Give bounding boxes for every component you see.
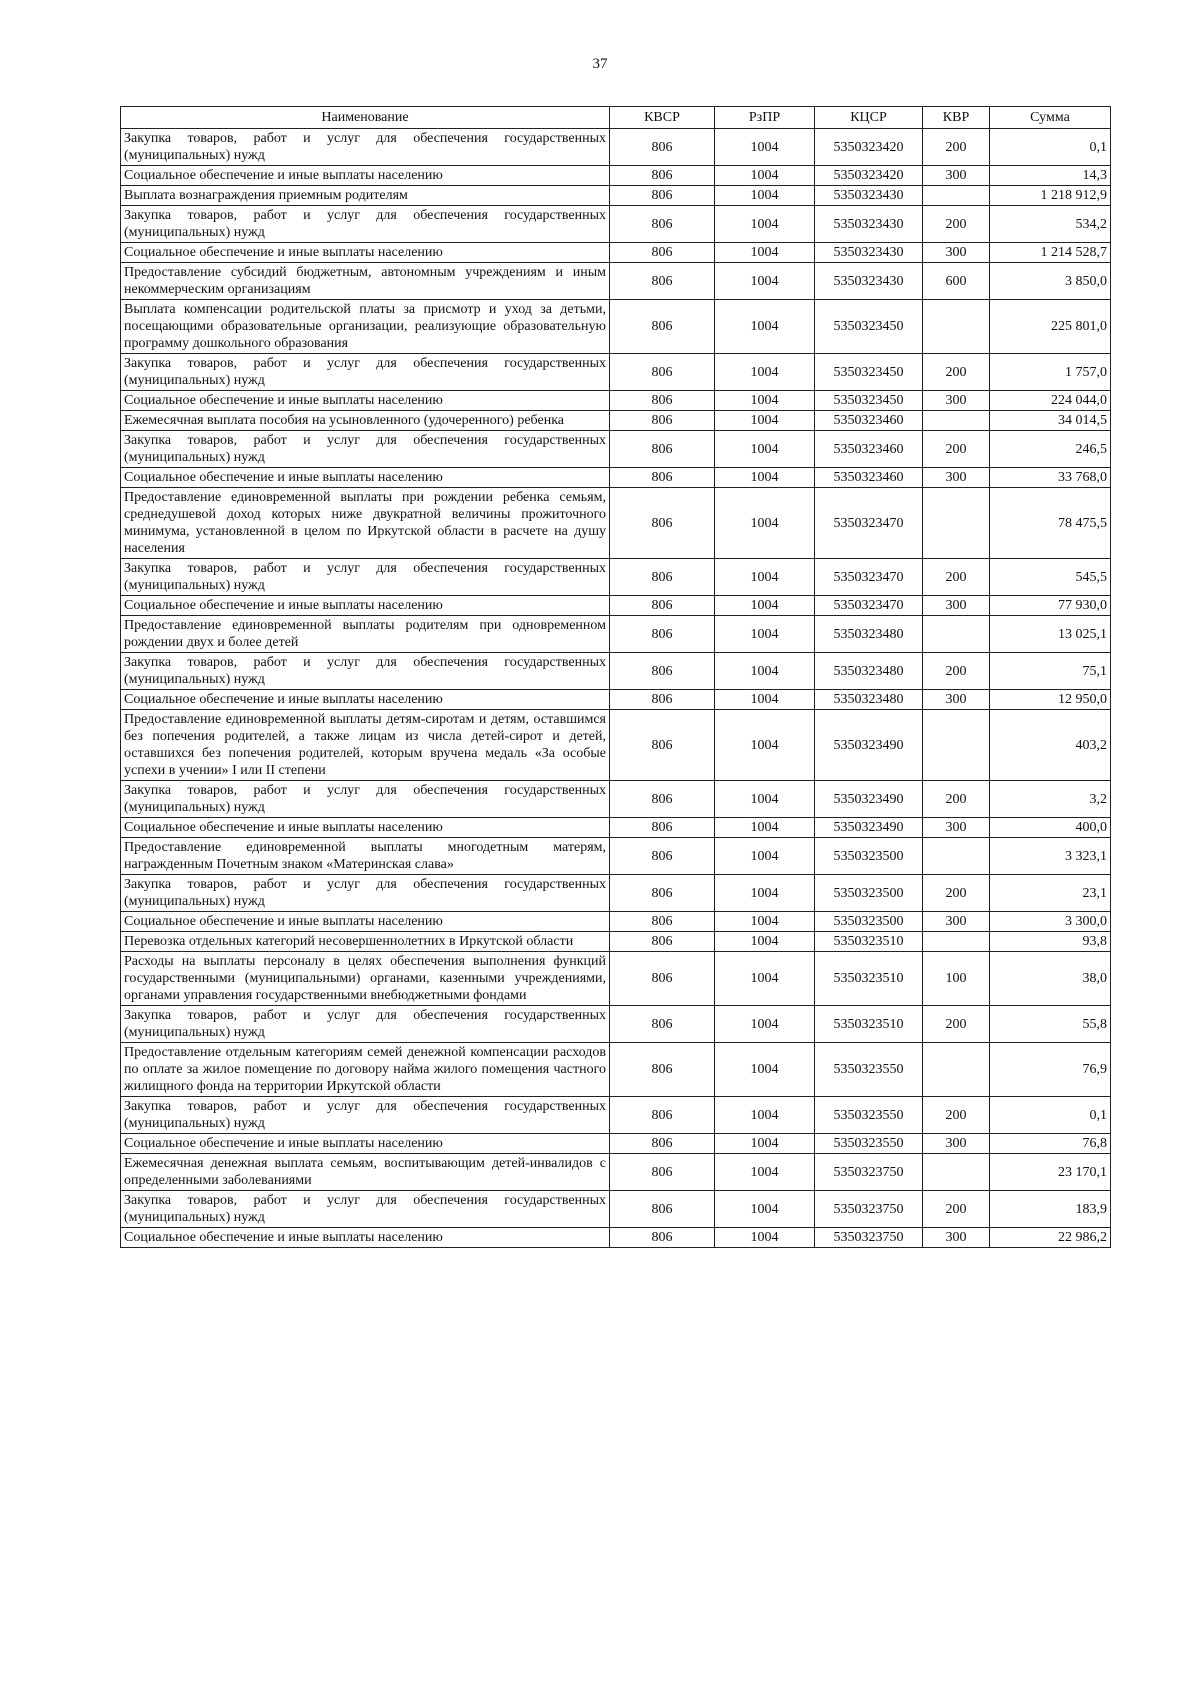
cell-name: Закупка товаров, работ и услуг для обеспечения государственных (муниципальных) нужд <box>121 1006 610 1043</box>
cell-name: Социальное обеспечение и иные выплаты населению <box>121 818 610 838</box>
cell-rzpr: 1004 <box>715 243 815 263</box>
cell-kvr: 200 <box>923 875 990 912</box>
cell-name: Закупка товаров, работ и услуг для обеспечения государственных (муниципальных) нужд <box>121 1097 610 1134</box>
table-row <box>121 653 1111 690</box>
cell-kvsr: 806 <box>610 818 715 838</box>
cell-sum: 246,5 <box>990 431 1111 468</box>
cell-name: Предоставление единовременной выплаты детям-сиротам и детям, оставшимся без попечения родителей, а также лицам из числа детей-сирот и детей, оставшихся без попечения родителей, которым вручена медаль «За особые успехи в учении» I или II степени <box>121 710 610 781</box>
cell-name: Социальное обеспечение и иные выплаты населению <box>121 690 610 710</box>
cell-kvr: 600 <box>923 263 990 300</box>
cell-kvsr: 806 <box>610 186 715 206</box>
cell-sum: 224 044,0 <box>990 391 1111 411</box>
cell-name: Выплата вознаграждения приемным родителям <box>121 186 610 206</box>
cell-kvsr: 806 <box>610 912 715 932</box>
cell-rzpr: 1004 <box>715 559 815 596</box>
table-header-row <box>121 107 1111 129</box>
cell-name: Закупка товаров, работ и услуг для обеспечения государственных (муниципальных) нужд <box>121 559 610 596</box>
cell-rzpr: 1004 <box>715 1043 815 1097</box>
cell-kvr: 300 <box>923 166 990 186</box>
cell-name: Социальное обеспечение и иные выплаты населению <box>121 1228 610 1248</box>
cell-kcsr: 5350323510 <box>815 952 923 1006</box>
cell-sum: 55,8 <box>990 1006 1111 1043</box>
cell-sum: 77 930,0 <box>990 596 1111 616</box>
cell-kvr: 200 <box>923 1006 990 1043</box>
table-row <box>121 912 1111 932</box>
cell-sum: 76,8 <box>990 1134 1111 1154</box>
cell-kvr: 300 <box>923 1228 990 1248</box>
cell-name: Предоставление субсидий бюджетным, автономным учреждениям и иным некоммерческим организациям <box>121 263 610 300</box>
cell-kvr: 200 <box>923 559 990 596</box>
cell-rzpr: 1004 <box>715 952 815 1006</box>
cell-kcsr: 5350323420 <box>815 166 923 186</box>
cell-rzpr: 1004 <box>715 411 815 431</box>
cell-rzpr: 1004 <box>715 1134 815 1154</box>
cell-sum: 23 170,1 <box>990 1154 1111 1191</box>
cell-kcsr: 5350323550 <box>815 1134 923 1154</box>
cell-kvsr: 806 <box>610 932 715 952</box>
cell-kvr: 200 <box>923 781 990 818</box>
cell-kcsr: 5350323750 <box>815 1228 923 1248</box>
cell-kvr: 200 <box>923 206 990 243</box>
cell-sum: 75,1 <box>990 653 1111 690</box>
cell-name: Социальное обеспечение и иные выплаты населению <box>121 1134 610 1154</box>
cell-kvr: 300 <box>923 1134 990 1154</box>
cell-rzpr: 1004 <box>715 912 815 932</box>
cell-kvr: 100 <box>923 952 990 1006</box>
cell-kvsr: 806 <box>610 616 715 653</box>
cell-rzpr: 1004 <box>715 1097 815 1134</box>
cell-rzpr: 1004 <box>715 838 815 875</box>
cell-kcsr: 5350323750 <box>815 1154 923 1191</box>
cell-kcsr: 5350323470 <box>815 596 923 616</box>
table-row <box>121 710 1111 781</box>
table-row <box>121 431 1111 468</box>
header-kvr: КВР <box>923 107 990 129</box>
cell-rzpr: 1004 <box>715 1154 815 1191</box>
header-kcsr: КЦСР <box>815 107 923 129</box>
cell-kcsr: 5350323490 <box>815 818 923 838</box>
cell-rzpr: 1004 <box>715 596 815 616</box>
cell-kcsr: 5350323490 <box>815 710 923 781</box>
cell-kcsr: 5350323480 <box>815 690 923 710</box>
cell-kvsr: 806 <box>610 1043 715 1097</box>
cell-rzpr: 1004 <box>715 875 815 912</box>
cell-sum: 1 218 912,9 <box>990 186 1111 206</box>
cell-kvsr: 806 <box>610 1006 715 1043</box>
cell-kcsr: 5350323750 <box>815 1191 923 1228</box>
cell-kcsr: 5350323460 <box>815 411 923 431</box>
cell-name: Закупка товаров, работ и услуг для обеспечения государственных (муниципальных) нужд <box>121 875 610 912</box>
cell-rzpr: 1004 <box>715 690 815 710</box>
cell-kcsr: 5350323500 <box>815 875 923 912</box>
cell-kvsr: 806 <box>610 781 715 818</box>
cell-sum: 23,1 <box>990 875 1111 912</box>
table-row <box>121 596 1111 616</box>
cell-sum: 33 768,0 <box>990 468 1111 488</box>
table-row <box>121 166 1111 186</box>
cell-sum: 78 475,5 <box>990 488 1111 559</box>
cell-rzpr: 1004 <box>715 616 815 653</box>
cell-rzpr: 1004 <box>715 932 815 952</box>
cell-name: Социальное обеспечение и иные выплаты населению <box>121 912 610 932</box>
header-sum: Сумма <box>990 107 1111 129</box>
table-row <box>121 391 1111 411</box>
cell-name: Социальное обеспечение и иные выплаты населению <box>121 243 610 263</box>
cell-kvr <box>923 411 990 431</box>
cell-sum: 403,2 <box>990 710 1111 781</box>
cell-kcsr: 5350323510 <box>815 932 923 952</box>
cell-kvr: 300 <box>923 690 990 710</box>
cell-kvr: 200 <box>923 431 990 468</box>
cell-kvsr: 806 <box>610 468 715 488</box>
table-row <box>121 243 1111 263</box>
table-row <box>121 1043 1111 1097</box>
cell-name: Ежемесячная денежная выплата семьям, воспитывающим детей-инвалидов с определенными заболеваниями <box>121 1154 610 1191</box>
cell-rzpr: 1004 <box>715 354 815 391</box>
cell-kvr: 300 <box>923 596 990 616</box>
cell-kvsr: 806 <box>610 690 715 710</box>
cell-sum: 93,8 <box>990 932 1111 952</box>
cell-kvsr: 806 <box>610 875 715 912</box>
cell-kcsr: 5350323430 <box>815 206 923 243</box>
cell-kvr: 300 <box>923 912 990 932</box>
cell-name: Расходы на выплаты персоналу в целях обеспечения выполнения функций государственными (муниципальными) органами, казенными учреждениями, органами управления государственными внебюджетными фондами <box>121 952 610 1006</box>
table-row <box>121 875 1111 912</box>
page-number: 37 <box>592 56 608 72</box>
cell-kvr <box>923 1043 990 1097</box>
cell-sum: 22 986,2 <box>990 1228 1111 1248</box>
table-row <box>121 1191 1111 1228</box>
cell-kcsr: 5350323450 <box>815 391 923 411</box>
cell-kcsr: 5350323420 <box>815 129 923 166</box>
cell-kcsr: 5350323460 <box>815 431 923 468</box>
table-row <box>121 690 1111 710</box>
cell-rzpr: 1004 <box>715 653 815 690</box>
cell-rzpr: 1004 <box>715 129 815 166</box>
cell-sum: 13 025,1 <box>990 616 1111 653</box>
cell-kvsr: 806 <box>610 1154 715 1191</box>
cell-name: Закупка товаров, работ и услуг для обеспечения государственных (муниципальных) нужд <box>121 653 610 690</box>
cell-kcsr: 5350323480 <box>815 616 923 653</box>
cell-rzpr: 1004 <box>715 186 815 206</box>
table-row <box>121 411 1111 431</box>
cell-rzpr: 1004 <box>715 206 815 243</box>
cell-name: Закупка товаров, работ и услуг для обеспечения государственных (муниципальных) нужд <box>121 1191 610 1228</box>
table-row <box>121 932 1111 952</box>
table-row <box>121 616 1111 653</box>
table-row <box>121 781 1111 818</box>
cell-name: Закупка товаров, работ и услуг для обеспечения государственных (муниципальных) нужд <box>121 129 610 166</box>
cell-kvsr: 806 <box>610 263 715 300</box>
table-row <box>121 1154 1111 1191</box>
cell-name: Ежемесячная выплата пособия на усыновленного (удочеренного) ребенка <box>121 411 610 431</box>
cell-kvr: 300 <box>923 391 990 411</box>
cell-kcsr: 5350323450 <box>815 300 923 354</box>
cell-sum: 545,5 <box>990 559 1111 596</box>
cell-kvsr: 806 <box>610 488 715 559</box>
cell-kcsr: 5350323550 <box>815 1043 923 1097</box>
cell-kvsr: 806 <box>610 1191 715 1228</box>
cell-kvr <box>923 932 990 952</box>
cell-rzpr: 1004 <box>715 263 815 300</box>
cell-kcsr: 5350323460 <box>815 468 923 488</box>
table-row <box>121 1134 1111 1154</box>
table-row <box>121 186 1111 206</box>
cell-sum: 1 214 528,7 <box>990 243 1111 263</box>
cell-sum: 14,3 <box>990 166 1111 186</box>
header-name: Наименование <box>121 107 610 129</box>
table-body <box>121 129 1111 1248</box>
cell-kvr <box>923 838 990 875</box>
cell-sum: 1 757,0 <box>990 354 1111 391</box>
cell-kcsr: 5350323480 <box>815 653 923 690</box>
cell-rzpr: 1004 <box>715 431 815 468</box>
cell-kvsr: 806 <box>610 1228 715 1248</box>
cell-kvsr: 806 <box>610 710 715 781</box>
cell-name: Социальное обеспечение и иные выплаты населению <box>121 166 610 186</box>
cell-kcsr: 5350323470 <box>815 488 923 559</box>
cell-kvr: 200 <box>923 1097 990 1134</box>
header-rzpr: РзПР <box>715 107 815 129</box>
cell-rzpr: 1004 <box>715 1006 815 1043</box>
cell-kvsr: 806 <box>610 166 715 186</box>
cell-kvr: 200 <box>923 1191 990 1228</box>
cell-kvr <box>923 488 990 559</box>
cell-name: Социальное обеспечение и иные выплаты населению <box>121 391 610 411</box>
cell-rzpr: 1004 <box>715 300 815 354</box>
header-kvsr: КВСР <box>610 107 715 129</box>
table-row <box>121 263 1111 300</box>
cell-rzpr: 1004 <box>715 391 815 411</box>
cell-kvsr: 806 <box>610 559 715 596</box>
cell-kvr <box>923 1154 990 1191</box>
cell-sum: 183,9 <box>990 1191 1111 1228</box>
cell-kcsr: 5350323490 <box>815 781 923 818</box>
cell-sum: 3 850,0 <box>990 263 1111 300</box>
cell-rzpr: 1004 <box>715 468 815 488</box>
cell-name: Предоставление отдельным категориям семей денежной компенсации расходов по оплате за жилое помещение по договору найма жилого помещения частного жилищного фонда на территории Иркутской области <box>121 1043 610 1097</box>
cell-name: Социальное обеспечение и иные выплаты населению <box>121 468 610 488</box>
cell-kvsr: 806 <box>610 300 715 354</box>
cell-kvsr: 806 <box>610 206 715 243</box>
cell-kcsr: 5350323430 <box>815 243 923 263</box>
table-row <box>121 559 1111 596</box>
table-row <box>121 1006 1111 1043</box>
cell-kvsr: 806 <box>610 596 715 616</box>
cell-kvr <box>923 616 990 653</box>
table-row <box>121 1228 1111 1248</box>
cell-name: Предоставление единовременной выплаты родителям при одновременном рождении двух и более детей <box>121 616 610 653</box>
cell-sum: 38,0 <box>990 952 1111 1006</box>
cell-kcsr: 5350323500 <box>815 912 923 932</box>
cell-kvsr: 806 <box>610 952 715 1006</box>
cell-rzpr: 1004 <box>715 488 815 559</box>
cell-rzpr: 1004 <box>715 710 815 781</box>
cell-kvsr: 806 <box>610 391 715 411</box>
table-row <box>121 818 1111 838</box>
cell-kvsr: 806 <box>610 243 715 263</box>
cell-kvsr: 806 <box>610 354 715 391</box>
cell-kcsr: 5350323510 <box>815 1006 923 1043</box>
cell-rzpr: 1004 <box>715 818 815 838</box>
cell-sum: 34 014,5 <box>990 411 1111 431</box>
cell-kvr <box>923 186 990 206</box>
cell-sum: 3 300,0 <box>990 912 1111 932</box>
cell-kcsr: 5350323430 <box>815 186 923 206</box>
cell-sum: 400,0 <box>990 818 1111 838</box>
cell-kvr: 300 <box>923 818 990 838</box>
cell-name: Закупка товаров, работ и услуг для обеспечения государственных (муниципальных) нужд <box>121 781 610 818</box>
cell-name: Социальное обеспечение и иные выплаты населению <box>121 596 610 616</box>
cell-sum: 12 950,0 <box>990 690 1111 710</box>
cell-name: Закупка товаров, работ и услуг для обеспечения государственных (муниципальных) нужд <box>121 431 610 468</box>
table-row <box>121 1097 1111 1134</box>
cell-name: Закупка товаров, работ и услуг для обеспечения государственных (муниципальных) нужд <box>121 206 610 243</box>
cell-kcsr: 5350323550 <box>815 1097 923 1134</box>
cell-kcsr: 5350323430 <box>815 263 923 300</box>
table-row <box>121 206 1111 243</box>
cell-name: Предоставление единовременной выплаты при рождении ребенка семьям, среднедушевой доход которых ниже двукратной величины прожиточного минимума, установленной в целом по Иркутской области в расчете на душу населения <box>121 488 610 559</box>
cell-rzpr: 1004 <box>715 166 815 186</box>
cell-kvr: 200 <box>923 129 990 166</box>
cell-kvr: 200 <box>923 354 990 391</box>
cell-kvsr: 806 <box>610 1097 715 1134</box>
cell-kvsr: 806 <box>610 411 715 431</box>
cell-name: Закупка товаров, работ и услуг для обеспечения государственных (муниципальных) нужд <box>121 354 610 391</box>
table-row <box>121 354 1111 391</box>
cell-name: Выплата компенсации родительской платы за присмотр и уход за детьми, посещающими образовательные организации, реализующие образовательную программу дошкольного образования <box>121 300 610 354</box>
cell-sum: 534,2 <box>990 206 1111 243</box>
table-row <box>121 488 1111 559</box>
cell-kvr: 300 <box>923 468 990 488</box>
table-row <box>121 952 1111 1006</box>
cell-sum: 0,1 <box>990 1097 1111 1134</box>
cell-sum: 3,2 <box>990 781 1111 818</box>
cell-kvr: 200 <box>923 653 990 690</box>
cell-rzpr: 1004 <box>715 1228 815 1248</box>
cell-kvsr: 806 <box>610 431 715 468</box>
cell-name: Предоставление единовременной выплаты многодетным матерям, награжденным Почетным знаком «Материнская слава» <box>121 838 610 875</box>
cell-rzpr: 1004 <box>715 1191 815 1228</box>
cell-name: Перевозка отдельных категорий несовершеннолетних в Иркутской области <box>121 932 610 952</box>
budget-table <box>120 106 1111 1248</box>
cell-kvr: 300 <box>923 243 990 263</box>
cell-sum: 225 801,0 <box>990 300 1111 354</box>
table-row <box>121 838 1111 875</box>
cell-kvsr: 806 <box>610 653 715 690</box>
table-row <box>121 468 1111 488</box>
cell-rzpr: 1004 <box>715 781 815 818</box>
table-row <box>121 129 1111 166</box>
cell-kvr <box>923 710 990 781</box>
cell-kcsr: 5350323500 <box>815 838 923 875</box>
cell-sum: 3 323,1 <box>990 838 1111 875</box>
cell-kcsr: 5350323470 <box>815 559 923 596</box>
cell-kvsr: 806 <box>610 838 715 875</box>
cell-sum: 0,1 <box>990 129 1111 166</box>
cell-kcsr: 5350323450 <box>815 354 923 391</box>
cell-sum: 76,9 <box>990 1043 1111 1097</box>
cell-kvsr: 806 <box>610 1134 715 1154</box>
table-row <box>121 300 1111 354</box>
cell-kvsr: 806 <box>610 129 715 166</box>
cell-kvr <box>923 300 990 354</box>
